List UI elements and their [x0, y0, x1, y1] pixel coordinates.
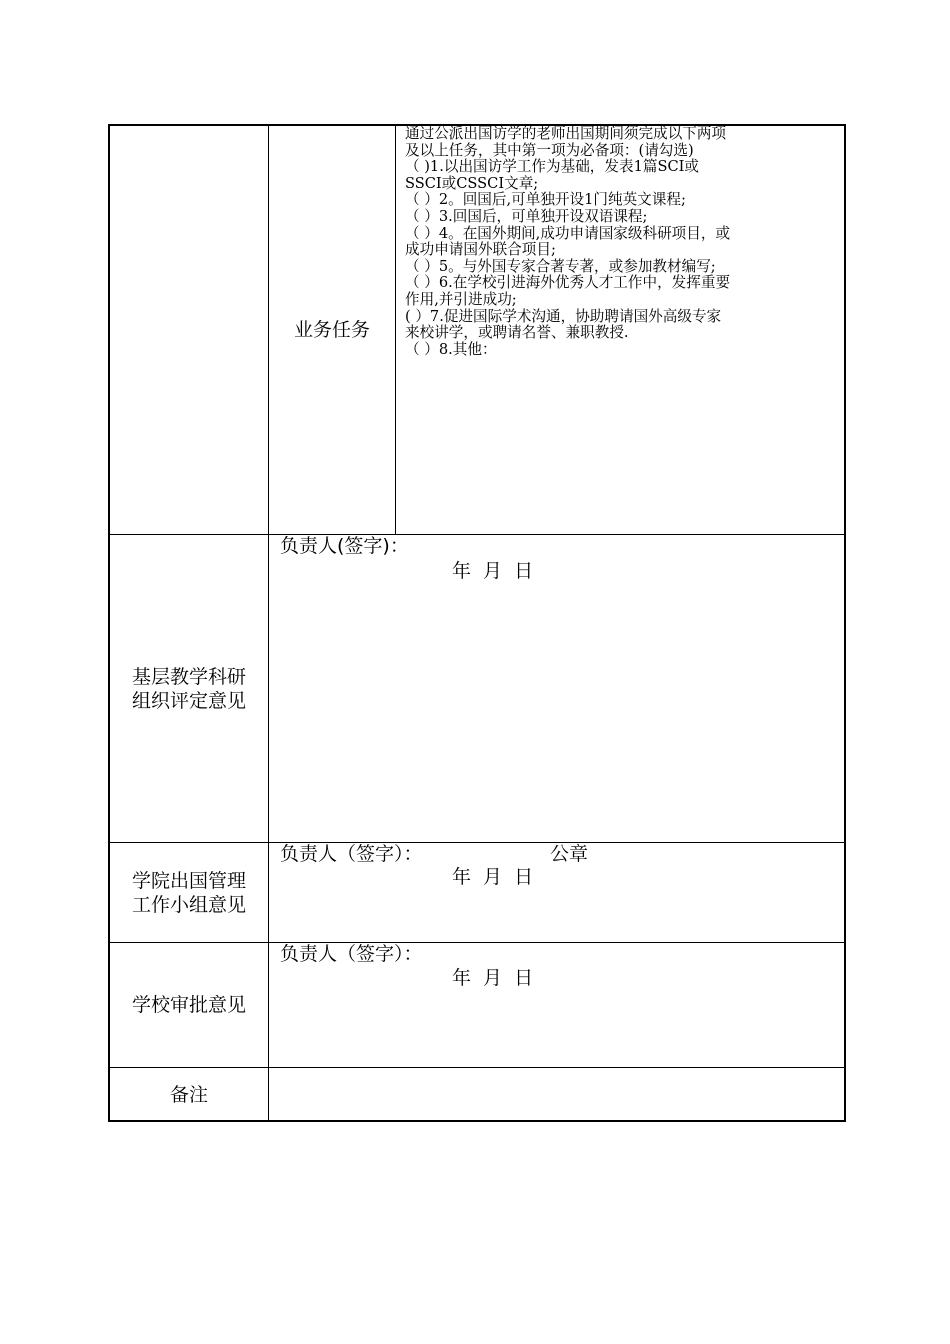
- college-seal: 公章: [550, 843, 589, 865]
- grassroots-signer[interactable]: 负责人(签字)：: [280, 535, 409, 557]
- college-label-line1: 学院出国管理: [131, 869, 246, 892]
- task-item-2[interactable]: （ ）2。回国后,可单独开设1门纯英文课程;: [405, 191, 686, 209]
- tasks-line: 成功申请国外联合项目;: [405, 241, 556, 259]
- tasks-label-text: 业务任务: [293, 319, 370, 341]
- school-label: [110, 943, 268, 1067]
- remarks-label: [110, 1068, 268, 1122]
- tasks-line: 作用,并引进成功;: [405, 290, 517, 308]
- grassroots-label-line2: 组织评定意见: [131, 689, 246, 712]
- task-item-8[interactable]: （ ）8.其他：: [405, 340, 497, 358]
- remarks-field[interactable]: [269, 1068, 844, 1122]
- tasks-line: 及以上任务，其中第一项为必备项：(请勾选): [405, 141, 694, 159]
- tasks-line: 通过公派出国访学的老师出国期间须完成以下两项: [405, 125, 727, 142]
- task-item-3[interactable]: （ ）3.回国后，可单独开设双语课程;: [405, 207, 648, 225]
- tasks-line: SSCI或CSSCI文章;: [405, 174, 539, 192]
- college-signer[interactable]: 负责人（签字）：: [280, 843, 423, 865]
- school-signer[interactable]: 负责人（签字）：: [280, 943, 423, 965]
- tasks-line: 来校讲学，或聘请名誉、兼职教授.: [405, 324, 629, 342]
- task-item-7[interactable]: ( ）7.促进国际学术沟通，协助聘请国外高级专家: [405, 307, 722, 325]
- application-form-table: [108, 124, 846, 1122]
- college-date[interactable]: 年 月 日: [452, 866, 534, 888]
- col-divider-2: [395, 126, 396, 534]
- task-item-5[interactable]: （ ）5。与外国专家合著专著，或参加教材编写;: [405, 257, 716, 275]
- college-label: [110, 843, 268, 942]
- remarks-label-text: 备注: [169, 1084, 208, 1106]
- college-label-line2: 工作小组意见: [131, 893, 246, 916]
- school-date[interactable]: 年 月 日: [452, 967, 534, 989]
- tasks-list: [405, 126, 843, 358]
- tasks-label: [269, 126, 395, 534]
- task-item-6[interactable]: （ ）6.在学校引进海外优秀人才工作中，发挥重要: [405, 274, 731, 292]
- grassroots-date[interactable]: 年 月 日: [452, 560, 534, 582]
- task-item-1[interactable]: （ )1.以出国访学工作为基础，发表1篇SCI或: [405, 158, 699, 176]
- school-label-text: 学校审批意见: [131, 994, 246, 1016]
- task-item-4[interactable]: （ ）4。在国外期间,成功申请国家级科研项目，或: [405, 224, 731, 242]
- grassroots-label: [110, 535, 268, 842]
- grassroots-label-line1: 基层教学科研: [131, 665, 246, 688]
